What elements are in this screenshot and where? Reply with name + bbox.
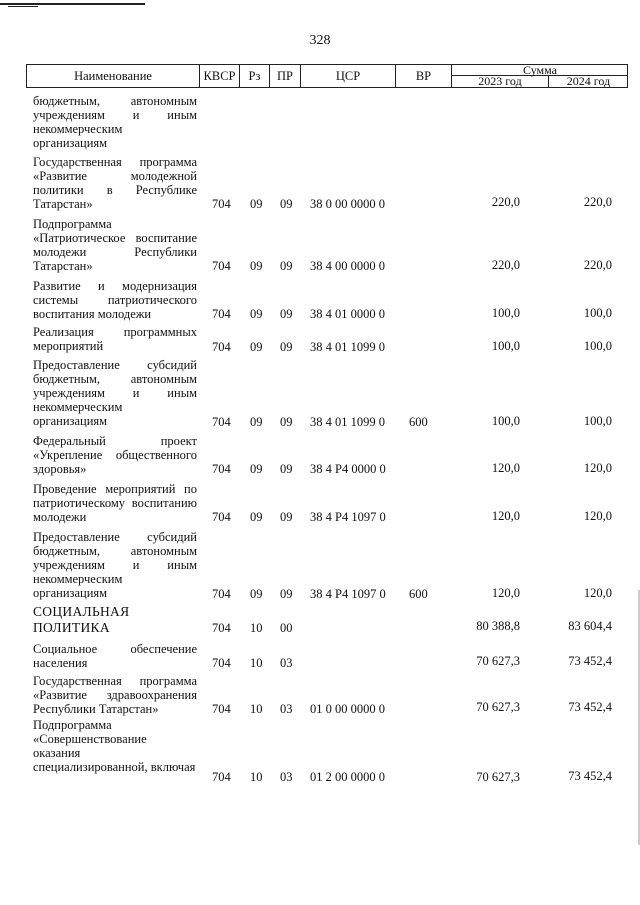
row-sum-2024: 100,0 <box>583 414 612 428</box>
row-csr: 01 0 00 0000 0 <box>310 702 385 716</box>
row-csr: 38 4 Р4 0000 0 <box>310 462 386 476</box>
table-header <box>26 64 628 88</box>
row-name: Подпрограмма «Совершенствование оказания специализированной, включая <box>33 718 196 774</box>
row-sum-2024: 73 452,4 <box>568 654 612 668</box>
row-sum-2023: 70 627,3 <box>476 700 520 714</box>
row-name: Государственная программа «Развитие здравоохранения Республики Татарстан» <box>33 674 197 716</box>
row-rz: 09 <box>250 197 263 211</box>
header-kvsr: КВСР <box>200 65 240 87</box>
row-kvsr: 704 <box>212 656 231 670</box>
row-pr: 09 <box>280 510 293 524</box>
row-sum-2023: 100,0 <box>491 414 520 428</box>
row-rz: 10 <box>250 656 263 670</box>
row-pr: 03 <box>280 770 293 784</box>
row-pr: 09 <box>280 197 293 211</box>
row-sum-2024: 120,0 <box>583 509 612 523</box>
row-kvsr: 704 <box>212 197 231 211</box>
row-csr: 38 0 00 0000 0 <box>310 197 385 211</box>
row-rz: 10 <box>250 621 263 635</box>
scan-artifact-line <box>0 3 145 5</box>
row-pr: 03 <box>280 656 293 670</box>
row-sum-2023: 120,0 <box>491 461 520 475</box>
row-sum-2024: 73 452,4 <box>568 769 612 783</box>
row-kvsr: 704 <box>212 307 231 321</box>
row-kvsr: 704 <box>212 702 231 716</box>
row-pr: 09 <box>280 415 293 429</box>
row-sum-2023: 120,0 <box>491 586 520 600</box>
row-sum-2024: 220,0 <box>583 258 612 272</box>
row-sum-2023: 120,0 <box>491 509 520 523</box>
row-name: Проведение мероприятий по патриотическому воспитанию молодежи <box>33 482 197 524</box>
row-pr: 00 <box>280 621 293 635</box>
row-csr: 38 4 00 0000 0 <box>310 259 385 273</box>
row-name: Социальное обеспечение населения <box>33 642 197 670</box>
row-vr: 600 <box>409 415 428 429</box>
row-sum-2024: 73 452,4 <box>568 700 612 714</box>
row-rz: 09 <box>250 510 263 524</box>
header-year-2023: 2023 год <box>452 76 549 87</box>
row-pr: 09 <box>280 587 293 601</box>
row-sum-2023: 70 627,3 <box>476 654 520 668</box>
row-name: Федеральный проект «Укрепление общественного здоровья» <box>33 434 197 476</box>
row-rz: 09 <box>250 587 263 601</box>
page-number: 328 <box>309 33 331 48</box>
row-pr: 09 <box>280 462 293 476</box>
row-pr: 09 <box>280 259 293 273</box>
scan-artifact-line <box>8 6 38 7</box>
row-rz: 09 <box>250 340 263 354</box>
row-name: Реализация программных мероприятий <box>33 325 197 353</box>
row-csr: 38 4 Р4 1097 0 <box>310 510 386 524</box>
row-sum-2023: 70 627,3 <box>476 770 520 784</box>
header-sum: Сумма <box>452 65 628 76</box>
row-kvsr: 704 <box>212 259 231 273</box>
row-sum-2023: 100,0 <box>491 339 520 353</box>
row-csr: 38 4 01 1099 0 <box>310 340 385 354</box>
row-sum-2023: 220,0 <box>491 258 520 272</box>
row-name: Развитие и модернизация системы патриотического воспитания молодежи <box>33 279 197 321</box>
row-rz: 09 <box>250 415 263 429</box>
row-vr: 600 <box>409 587 428 601</box>
row-sum-2023: 220,0 <box>491 195 520 209</box>
row-sum-2023: 100,0 <box>491 306 520 320</box>
row-sum-2024: 120,0 <box>583 586 612 600</box>
header-name: Наименование <box>27 65 200 87</box>
row-sum-2023: 80 388,8 <box>476 619 520 633</box>
row-name: Предоставление субсидий бюджетным, автономным учреждениям и иным некоммерческим организациям <box>33 530 197 600</box>
row-csr: 38 4 Р4 1097 0 <box>310 587 386 601</box>
row-rz: 10 <box>250 770 263 784</box>
row-rz: 10 <box>250 702 263 716</box>
header-rz: Рз <box>240 65 270 87</box>
row-name: бюджетным, автономным учреждениям и иным некоммерческим организациям <box>33 94 197 150</box>
row-name: Предоставление субсидий бюджетным, автономным учреждениям и иным некоммерческим организациям <box>33 358 197 428</box>
row-sum-2024: 100,0 <box>583 306 612 320</box>
row-csr: 38 4 01 1099 0 <box>310 415 385 429</box>
row-sum-2024: 83 604,4 <box>568 619 612 633</box>
row-pr: 03 <box>280 702 293 716</box>
row-rz: 09 <box>250 259 263 273</box>
row-sum-2024: 220,0 <box>583 195 612 209</box>
row-name: Государственная программа «Развитие молодежной политики в Республике Татарстан» <box>33 155 197 211</box>
row-pr: 09 <box>280 340 293 354</box>
row-name: Подпрограмма «Патриотическое воспитание молодежи Республики Татарстан» <box>33 217 197 273</box>
header-pr: ПР <box>270 65 301 87</box>
row-name: СОЦИАЛЬНАЯ ПОЛИТИКА <box>33 604 130 635</box>
header-sum-group <box>452 65 628 87</box>
row-rz: 09 <box>250 462 263 476</box>
row-kvsr: 704 <box>212 340 231 354</box>
row-kvsr: 704 <box>212 510 231 524</box>
header-vr: ВР <box>396 65 452 87</box>
header-year-2024: 2024 год <box>566 74 611 88</box>
row-rz: 09 <box>250 307 263 321</box>
header-csr: ЦСР <box>301 65 396 87</box>
row-pr: 09 <box>280 307 293 321</box>
row-kvsr: 704 <box>212 415 231 429</box>
row-csr: 01 2 00 0000 0 <box>310 770 385 784</box>
row-sum-2024: 100,0 <box>583 339 612 353</box>
row-csr: 38 4 01 0000 0 <box>310 307 385 321</box>
row-sum-2024: 120,0 <box>583 461 612 475</box>
row-kvsr: 704 <box>212 587 231 601</box>
row-kvsr: 704 <box>212 770 231 784</box>
row-kvsr: 704 <box>212 462 231 476</box>
row-kvsr: 704 <box>212 621 231 635</box>
